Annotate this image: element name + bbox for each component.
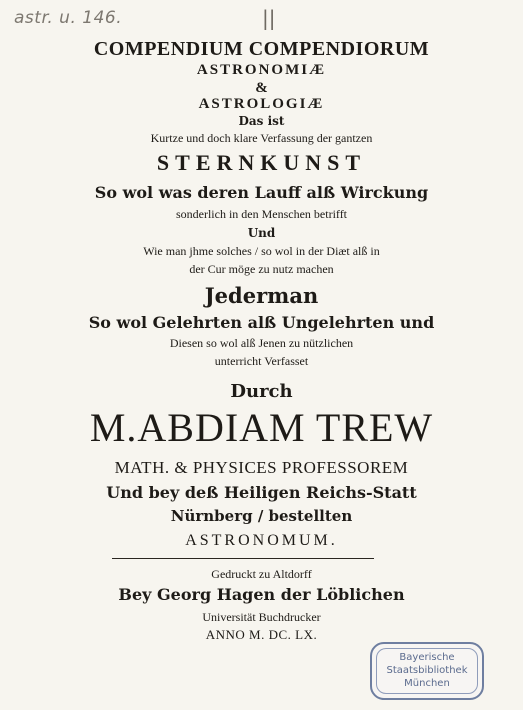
- title-line-sonderlich: sonderlich in den Menschen betrifft: [175, 207, 348, 221]
- stamp-line-bayerische: Bayerische: [399, 652, 455, 663]
- title-line-sternkunst: STERNKUNST: [156, 150, 367, 175]
- title-line-kurtze: Kurtze und doch klare Verfassung der gantzen: [150, 131, 373, 145]
- title-line-und: Und: [247, 226, 276, 240]
- title-line-nuernberg: Nürnberg / bestellten: [170, 507, 353, 525]
- title-line-gelehrten: So wol Gelehrten alß Ungelehrten und: [88, 313, 435, 332]
- title-line-das-ist: Das ist: [238, 114, 285, 128]
- imprint-gedruckt: Gedruckt zu Altdorff: [211, 567, 312, 581]
- title-line-cur: der Cur möge zu nutz machen: [189, 262, 334, 276]
- title-line-lauff: So wol was deren Lauff alß Wirckung: [94, 183, 429, 202]
- author-title: MATH. & PHYSICES PROFESSOREM: [114, 458, 409, 477]
- handwritten-shelfmark: astr. u. 146.: [14, 8, 123, 28]
- title-line-compendium: COMPENDIUM COMPENDIORUM: [93, 38, 430, 60]
- handwritten-strokes: ||: [262, 6, 276, 30]
- title-line-astronomiae: ASTRONOMIÆ: [196, 62, 327, 78]
- stamp-line-muenchen: München: [404, 678, 450, 689]
- title-line-jederman: Jederman: [204, 283, 319, 308]
- title-line-diesen: Diesen so wol alß Jenen zu nützlichen: [169, 336, 354, 350]
- title-line-ampersand: &: [255, 80, 268, 96]
- title-line-durch: Durch: [230, 381, 293, 402]
- author-name: M.ABDIAM TREW: [89, 405, 434, 450]
- imprint-year: ANNO M. DC. LX.: [205, 627, 318, 642]
- imprint-universitaet: Universität Buchdrucker: [202, 610, 321, 624]
- title-line-reichs-statt: Und bey deß Heiligen Reichs-Statt: [106, 483, 417, 502]
- ornamental-rule: [112, 558, 374, 559]
- library-stamp: [370, 642, 484, 700]
- title-line-astronomum: ASTRONOMUM.: [185, 532, 338, 549]
- title-line-astrologiae: ASTROLOGIÆ: [198, 96, 325, 112]
- imprint-publisher: Bey Georg Hagen der Löblichen: [118, 585, 405, 604]
- title-line-unterricht: unterricht Verfasset: [214, 354, 309, 368]
- title-line-wie-man: Wie man jhme solches / so wol in der Diæt alß in: [143, 244, 380, 258]
- stamp-line-staatsbibliothek: Staatsbibliothek: [386, 665, 468, 676]
